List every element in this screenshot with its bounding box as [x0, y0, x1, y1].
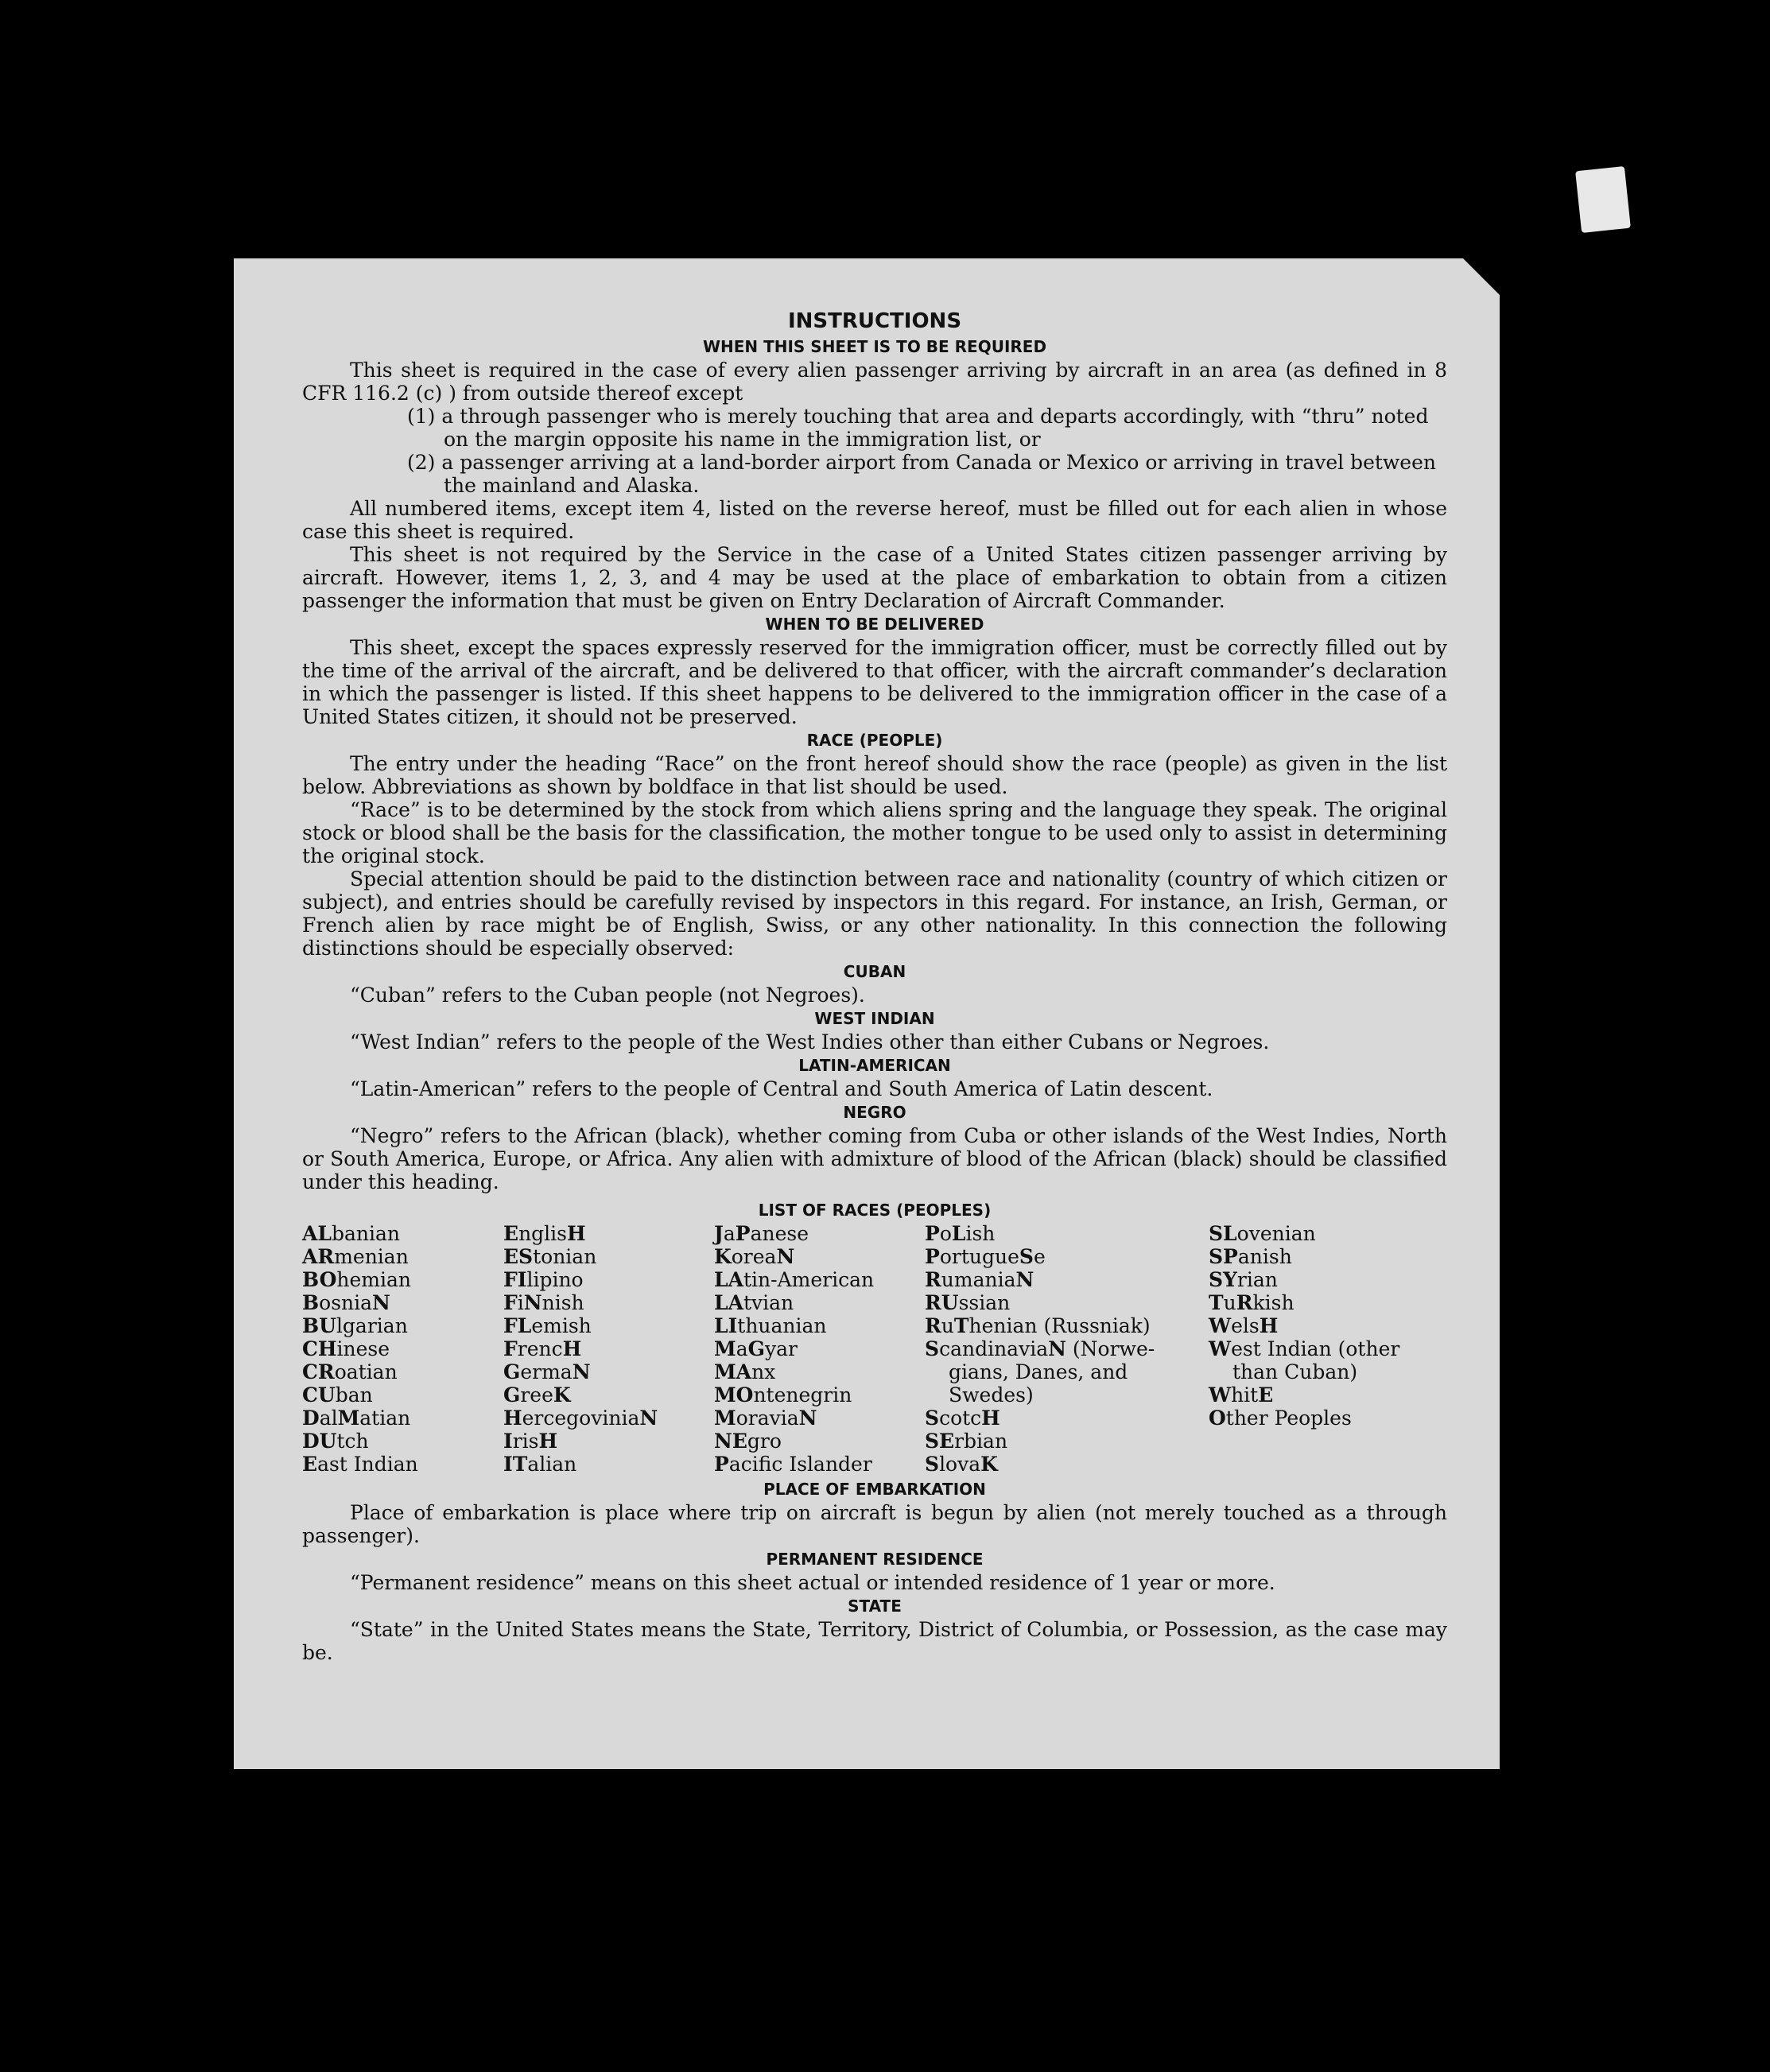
race-entry: GreeK	[503, 1383, 571, 1407]
race-entry: ARmenian	[302, 1245, 409, 1268]
race-entry: JaPanese	[714, 1222, 809, 1245]
heading-embarkation: PLACE OF EMBARKATION	[763, 1480, 986, 1499]
paragraph: Special attention should be paid to the distinction between race and nationality (country of which citizen or subject), and entries should be carefully revised by inspectors in this regard. For instance, an Irish, German, or French alien by race might be of English, Swiss, or any other nationality. In this connection the following distinctions should be especially observed:	[302, 867, 1447, 960]
race-entry: KoreaN	[714, 1245, 795, 1268]
race-entry: HercegoviniaN	[503, 1407, 658, 1430]
race-entry: BosniaN	[302, 1291, 390, 1314]
heading-state: STATE	[848, 1597, 902, 1616]
race-entry: LIthuanian	[714, 1314, 827, 1337]
race-entry: CRoatian	[302, 1360, 398, 1383]
document-sheet	[234, 258, 1500, 1769]
race-entry: SLovenian	[1209, 1222, 1316, 1245]
paragraph: This sheet is required in the case of every alien passenger arriving by aircraft in an area (as defined in 8 CFR 116.2 (c) ) from outside thereof except	[302, 359, 1447, 405]
race-column	[503, 1222, 714, 1476]
race-entry: PoLish	[925, 1222, 996, 1245]
race-entry: NEgro	[714, 1430, 782, 1453]
race-entry: ALbanian	[302, 1222, 400, 1245]
race-entry: ScotcH	[925, 1407, 1000, 1430]
race-entry: IrisH	[503, 1430, 558, 1453]
heading-residence: PERMANENT RESIDENCE	[766, 1550, 984, 1569]
paragraph: “Latin-American” refers to the people of Central and South America of Latin descent.	[350, 1077, 1213, 1100]
race-entry: FLemish	[503, 1314, 592, 1337]
heading-west-indian: WEST INDIAN	[814, 1009, 935, 1028]
race-entry: CUban	[302, 1383, 373, 1407]
race-entry: MoraviaN	[714, 1407, 817, 1430]
race-entry: MOntenegrin	[714, 1383, 852, 1407]
paragraph: This sheet is not required by the Service in the case of a United States citizen passenger arriving by aircraft. However, items 1, 2, 3, and 4 may be used at the place of embarkation to obtain from a citizen passenger the information that must be given on Entry Declaration of Aircraft Commander.	[302, 543, 1447, 612]
race-entry: LAtin-American	[714, 1268, 875, 1291]
race-entry: SPanish	[1209, 1245, 1292, 1268]
race-entry: ScandinaviaN (Norwe-gians, Danes, and Swedes)	[925, 1337, 1155, 1407]
race-entry: RuThenian (Russniak)	[925, 1314, 1151, 1337]
race-entry: East Indian	[302, 1453, 418, 1476]
heading-race: RACE (PEOPLE)	[806, 731, 943, 750]
race-column	[302, 1222, 503, 1476]
race-entry: DalMatian	[302, 1407, 411, 1430]
race-entry: GermaN	[503, 1360, 591, 1383]
race-list	[302, 1222, 1447, 1476]
race-entry: RUssian	[925, 1291, 1011, 1314]
race-column	[714, 1222, 925, 1476]
list-item: (1) a through passenger who is merely touching that area and departs accordingly, with “thru” noted on the margin opposite his name in the immigration list, or	[407, 405, 1429, 451]
race-entry: LAtvian	[714, 1291, 794, 1314]
paragraph: All numbered items, except item 4, listed on the reverse hereof, must be filled out for each alien in whose case this sheet is required.	[302, 497, 1447, 543]
race-entry: ITalian	[503, 1453, 577, 1476]
race-entry: MaGyar	[714, 1337, 798, 1360]
doc-title: INSTRUCTIONS	[787, 309, 962, 333]
race-entry: SErbian	[925, 1430, 1008, 1453]
paragraph: Place of embarkation is place where trip on aircraft is begun by alien (not merely touched as a through passenger).	[302, 1501, 1447, 1547]
paragraph: “State” in the United States means the State, Territory, District of Columbia, or Possession, as the case may be.	[302, 1618, 1447, 1664]
paragraph: This sheet, except the spaces expressly reserved for the immigration officer, must be correctly filled out by the time of the arrival of the aircraft, and be delivered to that officer, with the aircraft commander’s declaration in which the passenger is listed. If this sheet happens to be delivered to the immigration officer in the case of a United States citizen, it should not be preserved.	[302, 636, 1447, 728]
race-entry: EnglisH	[503, 1222, 586, 1245]
race-column	[925, 1222, 1209, 1476]
paragraph: “Permanent residence” means on this sheet actual or intended residence of 1 year or more.	[350, 1571, 1275, 1594]
race-column	[1209, 1222, 1431, 1476]
edge-tab	[1575, 166, 1631, 233]
race-entry: West Indian (other than Cuban)	[1209, 1337, 1400, 1383]
paragraph: “Negro” refers to the African (black), whether coming from Cuba or other islands of the West Indies, North or South America, Europe, or Africa. Any alien with admixture of blood of the African (black) should be classified under this heading.	[302, 1124, 1447, 1193]
race-entry: SYrian	[1209, 1268, 1278, 1291]
heading-negro: NEGRO	[843, 1103, 906, 1122]
heading-latin-american: LATIN-AMERICAN	[798, 1056, 951, 1075]
race-entry: SlovaK	[925, 1453, 998, 1476]
race-entry: CHinese	[302, 1337, 390, 1360]
paragraph: “West Indian” refers to the people of the West Indies other than either Cubans or Negroes.	[350, 1030, 1270, 1053]
paragraph: “Race” is to be determined by the stock from which aliens spring and the language they speak. The original stock or blood shall be the basis for the classification, the mother tongue to be used only to assist in determining the original stock.	[302, 798, 1447, 867]
race-entry: TuRkish	[1209, 1291, 1295, 1314]
race-entry: Other Peoples	[1209, 1407, 1352, 1430]
list-item: (2) a passenger arriving at a land-border airport from Canada or Mexico or arriving in travel between the mainland and Alaska.	[407, 451, 1436, 497]
paragraph: The entry under the heading “Race” on the front hereof should show the race (people) as given in the list below. Abbreviations as shown by boldface in that list should be used.	[302, 752, 1447, 798]
race-entry: DUtch	[302, 1430, 369, 1453]
race-entry: FrencH	[503, 1337, 582, 1360]
race-entry: BOhemian	[302, 1268, 411, 1291]
heading-list-of-races: LIST OF RACES (PEOPLES)	[758, 1201, 992, 1220]
race-entry: WhitE	[1209, 1383, 1274, 1407]
race-entry: EStonian	[503, 1245, 597, 1268]
heading-when-delivered: WHEN TO BE DELIVERED	[765, 615, 984, 634]
folded-corner	[1463, 258, 1500, 295]
paragraph: “Cuban” refers to the Cuban people (not Negroes).	[350, 984, 865, 1007]
race-entry: MAnx	[714, 1360, 776, 1383]
race-entry: FiNnish	[503, 1291, 584, 1314]
race-entry: WelsH	[1209, 1314, 1279, 1337]
race-entry: RumaniaN	[925, 1268, 1034, 1291]
heading-cuban: CUBAN	[843, 962, 906, 981]
race-entry: BUlgarian	[302, 1314, 408, 1337]
race-entry: Pacific Islander	[714, 1453, 872, 1476]
heading-when-required: WHEN THIS SHEET IS TO BE REQUIRED	[702, 337, 1047, 356]
race-entry: PortugueSe	[925, 1245, 1046, 1268]
race-entry: FIlipino	[503, 1268, 584, 1291]
